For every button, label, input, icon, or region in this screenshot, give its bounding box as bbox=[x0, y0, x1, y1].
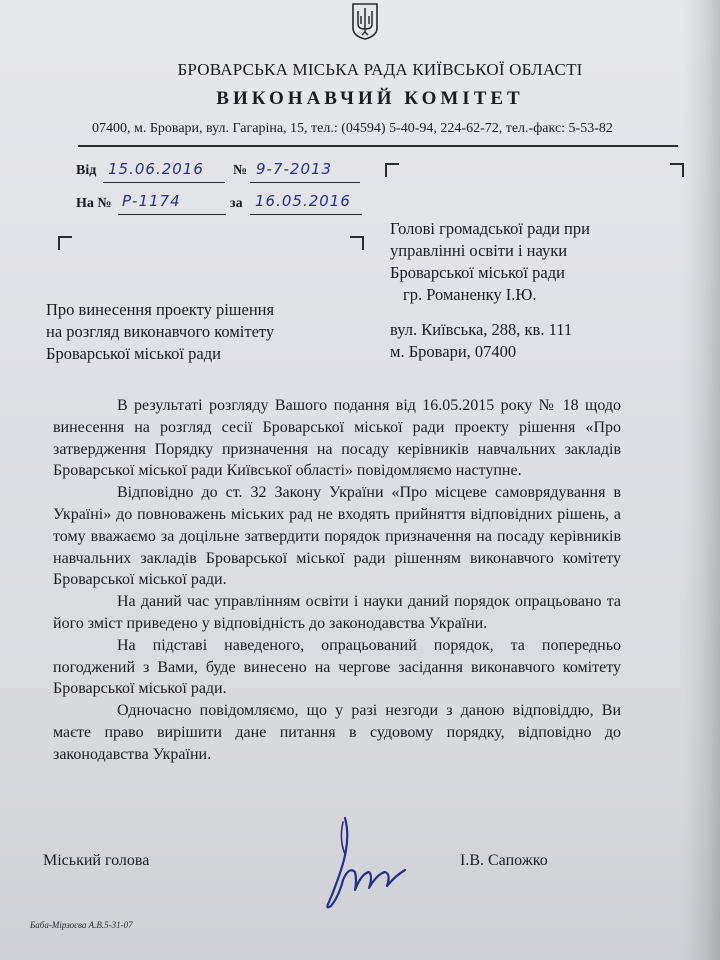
body-paragraph: На даний час управлінням освіти і науки даний порядок опрацьовано та його зміст приведено у відповідність до законодавства України. bbox=[53, 593, 621, 632]
trident-emblem-icon bbox=[350, 2, 380, 40]
header-divider bbox=[78, 145, 678, 147]
committee-name: ВИКОНАВЧИЙ КОМІТЕТ bbox=[216, 88, 524, 109]
addressee-corner-mark bbox=[385, 163, 399, 177]
handwritten-signature-icon bbox=[305, 810, 415, 915]
addressee-line: Голові громадської ради при bbox=[390, 219, 590, 238]
from-label: Від bbox=[76, 163, 97, 178]
from-date: 15.06.2016 bbox=[108, 160, 204, 178]
reply-date-label: за bbox=[230, 196, 243, 211]
from-date-underline bbox=[103, 182, 225, 183]
addressee-line: гр. Романенку І.Ю. bbox=[403, 285, 537, 304]
letter-body bbox=[53, 395, 621, 766]
number-label: № bbox=[233, 163, 248, 178]
reply-label: На № bbox=[76, 196, 112, 211]
council-name: БРОВАРСЬКА МІСЬКА РАДА КИЇВСЬКОЇ ОБЛАСТІ bbox=[177, 60, 583, 79]
reply-number-underline bbox=[118, 214, 226, 215]
subject-corner-mark bbox=[350, 236, 364, 250]
body-paragraph: Одночасно повідомляємо, що у разі незгоди з даною відповіддю, Ви маєте право вирішити дане питання в судовому порядку, відповідно до законодавства України. bbox=[53, 702, 621, 763]
addressee-address: м. Бровари, 07400 bbox=[390, 342, 517, 361]
signatory-name: І.В. Сапожко bbox=[460, 852, 548, 869]
signatory-title: Міський голова bbox=[43, 852, 150, 869]
addressee-line: Броварської міської ради bbox=[390, 263, 565, 282]
body-paragraph: В результаті розгляду Вашого подання від 16.05.2015 року № 18 щодо винесення на розгляд сесії Броварської міської ради проекту рішення «Про затвердження Порядку призначення на посаду керівників навчальних закладів Броварської міської ради Київської області» повідомляємо наступне. bbox=[53, 397, 621, 480]
subject-corner-mark bbox=[58, 236, 72, 250]
subject-line: на розгляд виконавчого комітету bbox=[46, 322, 275, 341]
subject-line: Броварської міської ради bbox=[46, 344, 221, 363]
executor-note: Баба-Мірзоєва А.В.5-31-07 bbox=[30, 920, 133, 930]
reply-date: 16.05.2016 bbox=[255, 192, 351, 210]
reply-number: Р-1174 bbox=[122, 192, 181, 210]
contacts-line: 07400, м. Бровари, вул. Гагаріна, 15, тел.: (04594) 5-40-94, 224-62-72, тел.-факс: 5-53-82 bbox=[92, 121, 613, 136]
body-paragraph: Відповідно до ст. 32 Закону України «Про місцеве самоврядування в Україні» до повноважень міських рад не входять прийняття відповідних рішень, а тому вважаємо за доцільне затвердити порядок призначення на посаду керівників навчальних закладів Броварської міської ради рішенням виконавчого комітету Броварської міської ради. bbox=[53, 484, 621, 589]
body-paragraph: На підставі наведеного, опрацьований порядок, та попередньо погоджений з Вами, буде винесено на чергове засідання виконавчого комітету Броварської міської ради. bbox=[53, 636, 621, 698]
reply-date-underline bbox=[250, 214, 362, 215]
subject-line: Про винесення проекту рішення bbox=[46, 300, 275, 319]
addressee-address: вул. Київська, 288, кв. 111 bbox=[390, 320, 573, 339]
addressee-corner-mark bbox=[670, 163, 684, 177]
outgoing-number: 9-7-2013 bbox=[256, 160, 333, 178]
addressee-line: управлінні освіти і науки bbox=[390, 241, 568, 260]
number-underline bbox=[250, 182, 360, 183]
